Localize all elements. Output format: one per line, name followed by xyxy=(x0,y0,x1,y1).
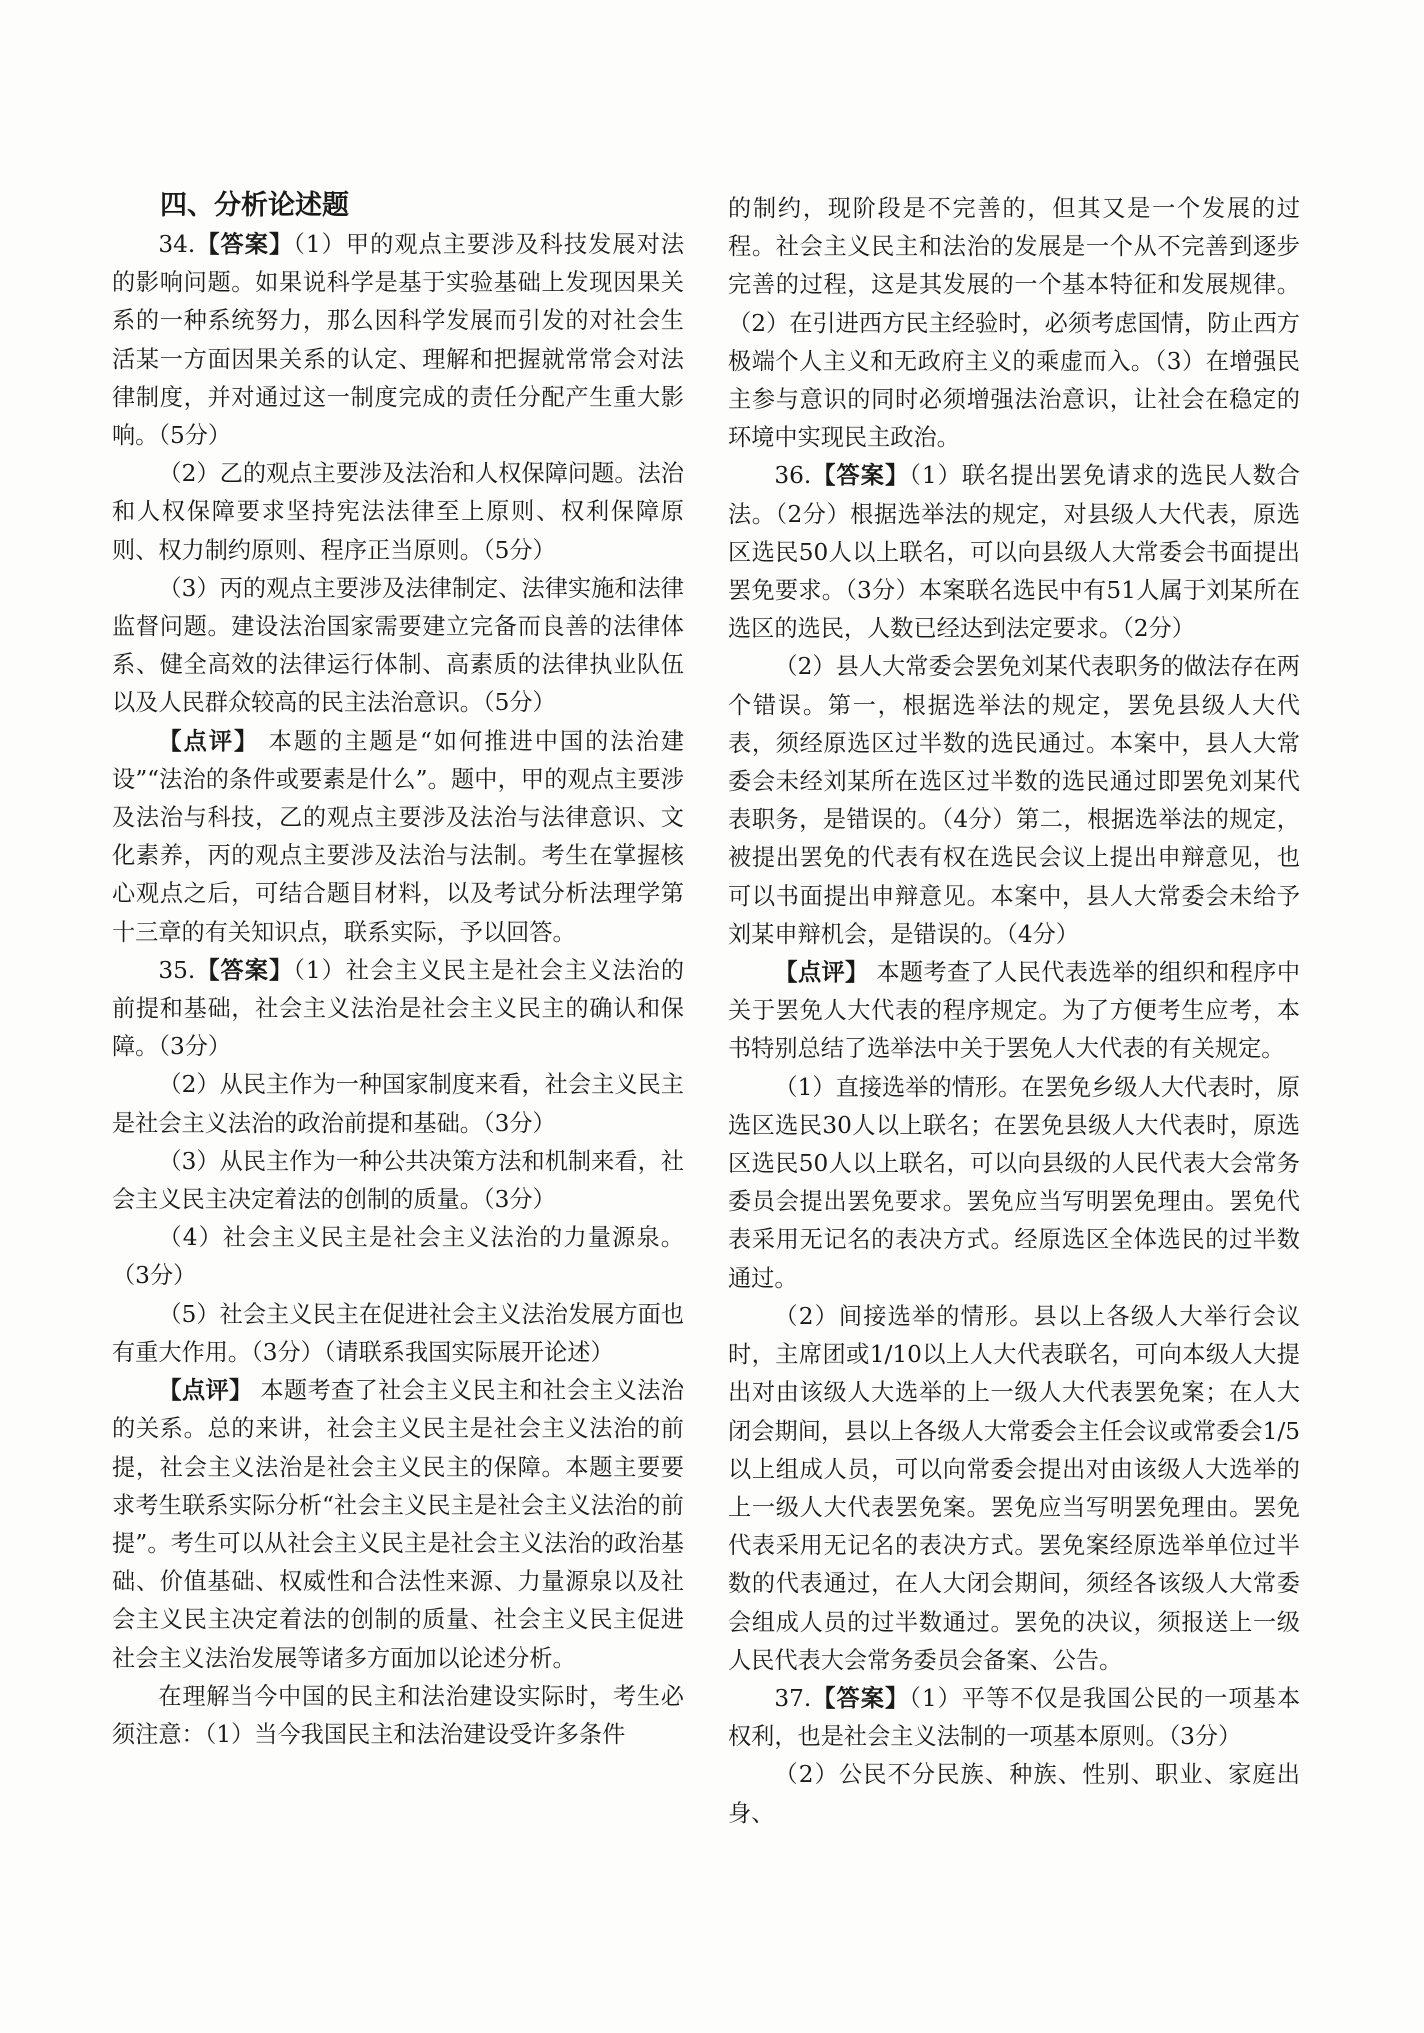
q34-answer-p2: （2）乙的观点主要涉及法治和人权保障问题。法治和人权保障要求坚持宪法法律至上原则、权利保障原则、权力制约原则、程序正当原则。（5分） xyxy=(112,460,684,564)
answer-tag: 【答案】 xyxy=(195,231,294,258)
q35-answer-p5: （5）社会主义民主在促进社会主义法治发展方面也有重大作用。（3分）（请联系我国实际展开论述） xyxy=(112,1300,684,1366)
comment-text: 本题考查了人民代表选举的组织和程序中关于罢免人大代表的程序规定。为了方便考生应考，本书特别总结了选举法中关于罢免人大代表的有关规定。 xyxy=(728,959,1301,1063)
q34-answer-p3: （3）丙的观点主要涉及法律制定、法律实施和法律监督问题。建设法治国家需要建立完备而良善的法律体系、健全高效的法律运行体制、高素质的法律执业队伍以及人民群众较高的民主法治意识。（5分） xyxy=(112,574,684,717)
comment-tag: 【点评】 xyxy=(158,1377,253,1405)
q35-answer-p3: （3）从民主作为一种公共决策方法和机制来看，社会主义民主决定着法的创制的质量。（3分） xyxy=(112,1147,684,1214)
q36-comment xyxy=(728,954,1300,1069)
section-title: 四、分析论述题 xyxy=(160,190,349,221)
answer-text: （1）联名提出罢免请求的选民人数合法。（2分）根据选举法的规定，对县级人大代表，原选区选民50人以上联名，可以向县级人大常委会书面提出罢免要求。（3分）本案联名选民中有51人属于刘某所在选区的选民，人数已经达到法定要求。（2分） xyxy=(728,462,1301,643)
comment-tag: 【点评】 xyxy=(774,959,869,987)
answer-tag: 【答案】 xyxy=(811,1684,910,1712)
q35-answer-p1 xyxy=(112,952,684,1067)
q34-comment xyxy=(112,723,684,952)
q35-comment xyxy=(112,1372,684,1678)
question-number: 37. xyxy=(774,1684,812,1712)
answer-text: （1）平等不仅是我国公民的一项基本权利，也是社会主义法制的一项基本原则。（3分） xyxy=(728,1684,1301,1751)
comment-text: 本题考查了社会主义民主和社会主义法治的关系。总的来讲，社会主义民主是社会主义法治的前提，社会主义法治是社会主义民主的保障。本题主要要求考生联系实际分析“社会主义民主是社会主义法治的前提”。考生可以从社会主义民主是社会主义法治的政治基础、价值基础、权威性和合法性来源、力量源泉以及社会主义民主决定着法的创制的质量、社会主义民主促进社会主义法治发展等诸多方面加以论述分析。 xyxy=(112,1377,685,1672)
q34-answer-p1 xyxy=(112,226,684,455)
q36-answer-p1 xyxy=(728,457,1300,648)
answer-text: （1）甲的观点主要涉及科技发展对法的影响问题。如果说科学是基于实验基础上发现因果关系的一种系统努力，那么因科学发展而引发的对社会生活某一方面因果关系的认定、理解和把握就常常会对法律制度，并对通过这一制度完成的责任分配产生重大影响。（5分） xyxy=(112,231,685,450)
answer-tag: 【答案】 xyxy=(195,956,294,984)
question-number: 34. xyxy=(158,231,196,258)
answer-text: （1）社会主义民主是社会主义法治的前提和基础，社会主义法治是社会主义民主的确认和保障。（3分） xyxy=(112,956,685,1061)
comment-text: 本题的主题是“如何推进中国的法治建设”“法治的条件或要素是什么”。题中，甲的观点主要涉及法治与科技，乙的观点主要涉及法治与法律意识、文化素养，丙的观点主要涉及法治与法制。考生在掌握核心观点之后，可结合题目材料，以及考试分析法理学第十三章的有关知识点，联系实际，予以回答。 xyxy=(112,727,685,946)
question-number: 36. xyxy=(774,462,812,490)
question-number: 35. xyxy=(158,956,196,984)
q36-answer-p2: （2）县人大常委会罢免刘某代表职务的做法存在两个错误。第一，根据选举法的规定，罢免县级人大代表，须经原选区过半数的选民通过。本案中，县人大常委会未经刘某所在选区过半数的选民通过即罢免刘某代表职务，是错误的。（4分）第二，根据选举法的规定，被提出罢免的代表有权在选民会议上提出申辩意见，也可以书面提出申辩意见。本案中，县人大常委会未给予刘某申辩机会，是错误的。（4分） xyxy=(728,653,1300,948)
comment-tag: 【点评】 xyxy=(158,727,260,755)
q36-comment-c1: （1）直接选举的情形。在罢免乡级人大代表时，原选区选民30人以上联名；在罢免县级人大代表时，原选区选民50人以上联名，可以向县级的人民代表大会常务委员会提出罢免要求。罢免应当写明罢免理由。罢免代表采用无记名的表决方式。经原选区全体选民的过半数通过。 xyxy=(728,1073,1300,1292)
q35-note-continued: 的制约，现阶段是不完善的，但其又是一个发展的过程。社会主义民主和法治的发展是一个从不完善到逐步完善的过程，这是其发展的一个基本特征和发展规律。（2）在引进西方民主经验时，必须考虑国情，防止西方极端个人主义和无政府主义的乘虚而入。（3）在增强民主参与意识的同时必须增强法治意识，让社会在稳定的环境中实现民主政治。 xyxy=(728,195,1300,452)
q37-answer-p1 xyxy=(728,1680,1300,1756)
answer-tag: 【答案】 xyxy=(811,462,910,490)
q37-answer-p2: （2）公民不分民族、种族、性别、职业、家庭出身、 xyxy=(728,1761,1300,1827)
q35-answer-p2: （2）从民主作为一种国家制度来看，社会主义民主是社会主义法治的政治前提和基础。（3分） xyxy=(112,1071,684,1137)
q35-answer-p4: （4）社会主义民主是社会主义法治的力量源泉。（3分） xyxy=(112,1224,684,1290)
q35-note: 在理解当今中国的民主和法治建设实际时，考生必须注意：（1）当今我国民主和法治建设受许多条件 xyxy=(112,1682,684,1748)
right-column xyxy=(728,190,1300,1833)
left-column xyxy=(112,186,684,1754)
q36-comment-c2: （2）间接选举的情形。县以上各级人大举行会议时，主席团或1/10以上人大代表联名，可向本级人大提出对由该级人大选举的上一级人大代表罢免案；在人大闭会期间，县以上各级人大常委会主任会议或常委会1/5以上组成人员，可以向常委会提出对由该级人大选举的上一级人大代表罢免案。罢免应当写明罢免理由。罢免代表采用无记名的表决方式。罢免案经原选举单位过半数的代表通过，在人大闭会期间，须经各该级人大常委会组成人员的过半数通过。罢免的决议，须报送上一级人民代表大会常务委员会备案、公告。 xyxy=(728,1302,1300,1674)
